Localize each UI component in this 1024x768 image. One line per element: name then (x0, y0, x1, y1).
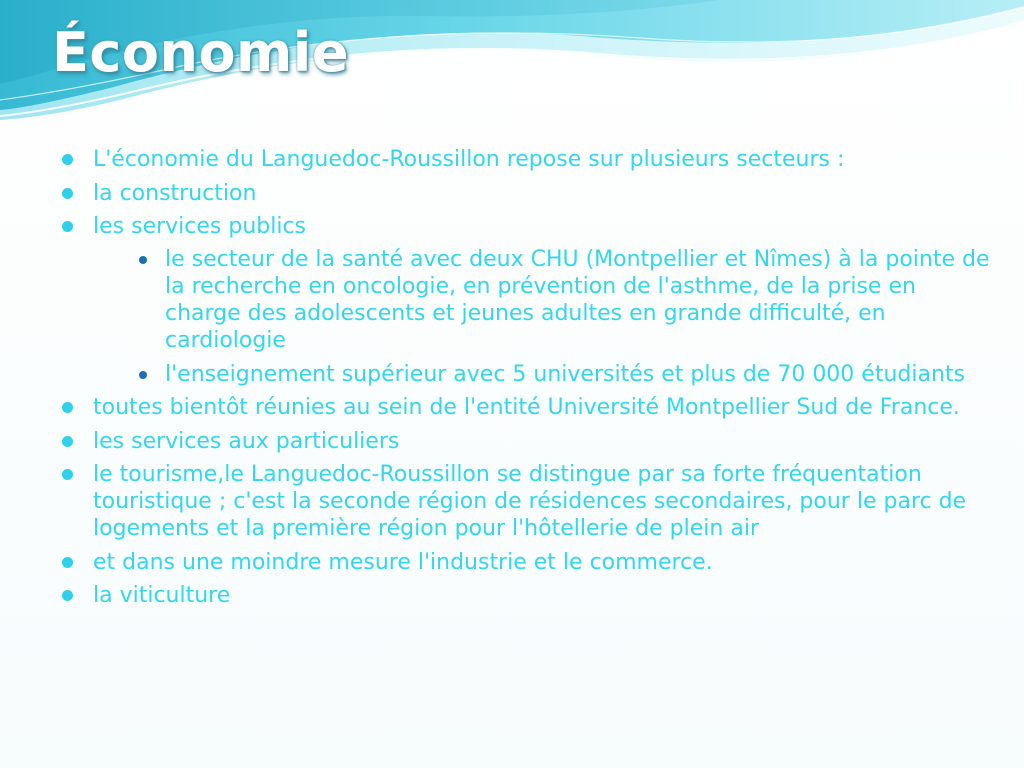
bullet-text: et dans une moindre mesure l'industrie et le commerce. (93, 549, 713, 575)
sub-bullet-list (93, 246, 992, 388)
bullet-item (62, 180, 992, 207)
bullet-item (62, 394, 992, 421)
bullet-text: le tourisme,le Languedoc-Roussillon se distingue par sa forte fréquentation touristique ; c'est la seconde région de résidences secondaires, pour le parc de logements et la première région pour l'hôtellerie de plein air (93, 462, 967, 541)
bullet-item (62, 582, 992, 609)
bullet-text: la construction (93, 180, 257, 206)
bullet-dot-icon (62, 188, 73, 199)
slide-title: Économie (52, 21, 349, 84)
bullet-text: les services publics (93, 214, 307, 239)
bullet-dot-icon (62, 436, 73, 447)
sub-bullet-item (93, 361, 992, 388)
bullet-content (62, 146, 992, 609)
bullet-text: les services aux particuliers (93, 428, 400, 454)
bullet-item (62, 549, 992, 576)
bullet-dot-icon (62, 557, 73, 568)
bullet-list (62, 146, 992, 609)
bullet-item (62, 461, 992, 542)
bullet-text: L'économie du Languedoc-Roussillon repose sur plusieurs secteurs : (93, 147, 845, 172)
bullet-dot-icon (62, 154, 73, 165)
bullet-dot-icon (62, 590, 73, 601)
bullet-item (62, 428, 992, 455)
bullet-text: la viticulture (93, 583, 231, 608)
sub-bullet-text: le secteur de la santé avec deux CHU (Montpellier et Nîmes) à la pointe de la recherche en oncologie, en prévention de l'asthme, de la prise en charge des adolescents et jeunes adultes en grande difficulté, en cardiologie (165, 247, 990, 353)
bullet-dot-icon (62, 469, 73, 480)
bullet-item (62, 146, 992, 173)
sub-bullet-item (93, 246, 992, 354)
sub-bullet-text: l'enseignement supérieur avec 5 universités et plus de 70 000 étudiants (165, 361, 965, 387)
bullet-item (62, 213, 992, 388)
bullet-dot-icon (62, 221, 73, 232)
sub-bullet-dot-icon (139, 371, 147, 379)
bullet-dot-icon (62, 402, 73, 413)
sub-bullet-dot-icon (139, 256, 147, 264)
bullet-text: toutes bientôt réunies au sein de l'entité Université Montpellier Sud de France. (93, 395, 960, 420)
